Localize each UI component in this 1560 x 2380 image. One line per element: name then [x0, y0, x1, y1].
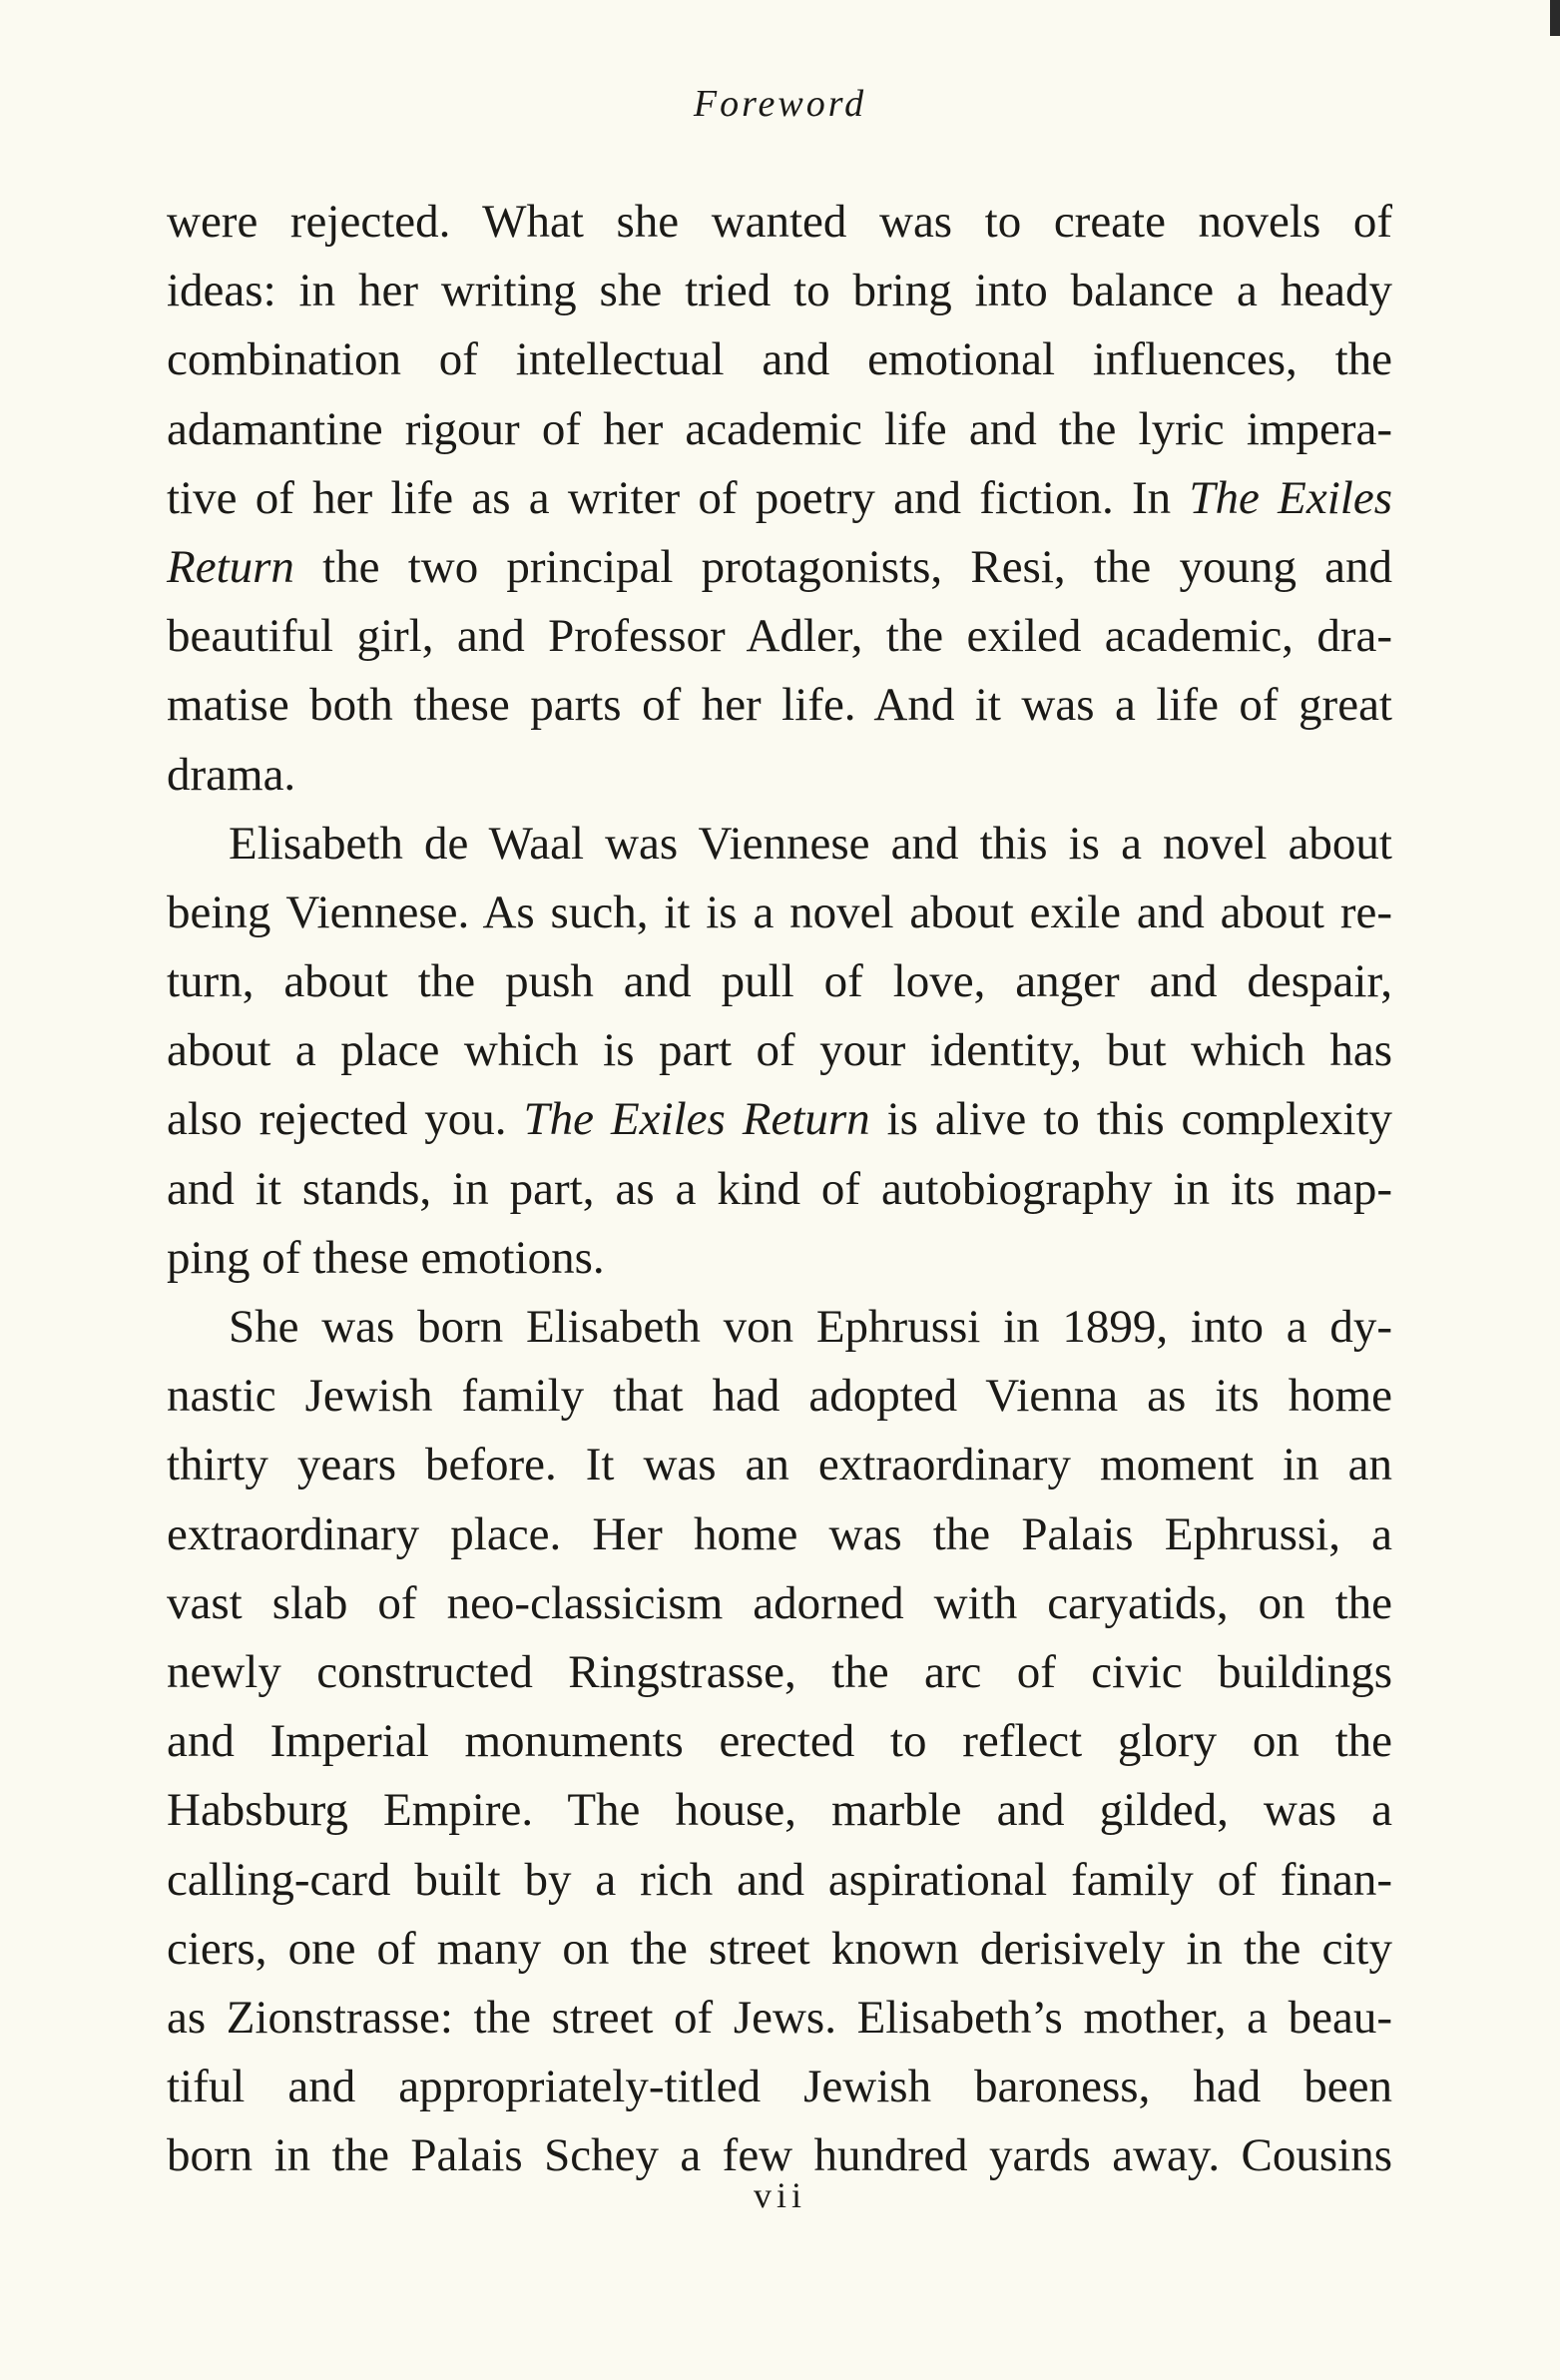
text-segment: is alive to this complexity [869, 1093, 1393, 1146]
text-line: She was born Elisabeth von Ephrussi in 1899, into a dy- [229, 1301, 1392, 1353]
text-line: calling-card built by a rich and aspirational family of finan- [167, 1853, 1392, 1906]
page-number: vii [753, 2175, 806, 2215]
text-segment: the two principal protagonists, Resi, the young and [293, 540, 1392, 593]
text-line: drama. [167, 748, 296, 801]
text-line: turn, about the push and pull of love, anger and despair, [167, 955, 1392, 1008]
text-line: about a place which is part of your identity, but which has [167, 1024, 1392, 1077]
text-line: ideas: in her writing she tried to bring into balance a heady [167, 265, 1392, 317]
text-line: matise both these parts of her life. And it was a life of great [167, 679, 1392, 732]
text-line: adamantine rigour of her academic life and the lyric impera- [167, 402, 1392, 455]
page-edge-mark [1550, 0, 1560, 36]
text-line: nastic Jewish family that had adopted Vienna as its home [167, 1370, 1392, 1423]
text-line: as Zionstrasse: the street of Jews. Elisabeth’s mother, a beau- [167, 1991, 1392, 2044]
text-line: Habsburg Empire. The house, marble and gilded, was a [167, 1784, 1392, 1837]
text-segment: also rejected you. [167, 1093, 524, 1146]
text-line: extraordinary place. Her home was the Palais Ephrussi, a [167, 1507, 1392, 1560]
text-line: being Viennese. As such, it is a novel about exile and about re- [167, 886, 1392, 938]
text-line: born in the Palais Schey a few hundred yards away. Cousins [167, 2129, 1392, 2182]
text-line: beautiful girl, and Professor Adler, the exiled academic, dra- [167, 610, 1392, 663]
text-line: and it stands, in part, as a kind of autobiography in its map- [167, 1162, 1392, 1215]
book-title-italic: Return [167, 540, 294, 593]
running-head: Foreword [693, 83, 867, 125]
text-segment: tive of her life as a writer of poetry and fiction. In [167, 471, 1190, 524]
text-line: Elisabeth de Waal was Viennese and this is a novel about [229, 817, 1392, 870]
text-line: vast slab of neo-classicism adorned with caryatids, on the [167, 1576, 1392, 1629]
text-line [167, 464, 1392, 533]
body-text [167, 188, 1392, 2190]
text-line: combination of intellectual and emotional influences, the [167, 333, 1392, 386]
book-title-italic: The Exiles [1189, 471, 1392, 524]
text-line: thirty years before. It was an extraordinary moment in an [167, 1439, 1392, 1491]
text-line: tiful and appropriately-titled Jewish baroness, had been [167, 2061, 1392, 2113]
text-line [167, 1085, 1392, 1154]
book-title-italic: The Exiles Return [523, 1093, 870, 1146]
text-line: ping of these emotions. [167, 1231, 605, 1284]
text-line: were rejected. What she wanted was to create novels of [167, 196, 1392, 248]
text-line: ciers, one of many on the street known derisively in the city [167, 1922, 1392, 1975]
text-line: newly constructed Ringstrasse, the arc of civic buildings [167, 1645, 1392, 1698]
text-line [167, 533, 1392, 602]
text-line: and Imperial monuments erected to reflect glory on the [167, 1715, 1392, 1768]
